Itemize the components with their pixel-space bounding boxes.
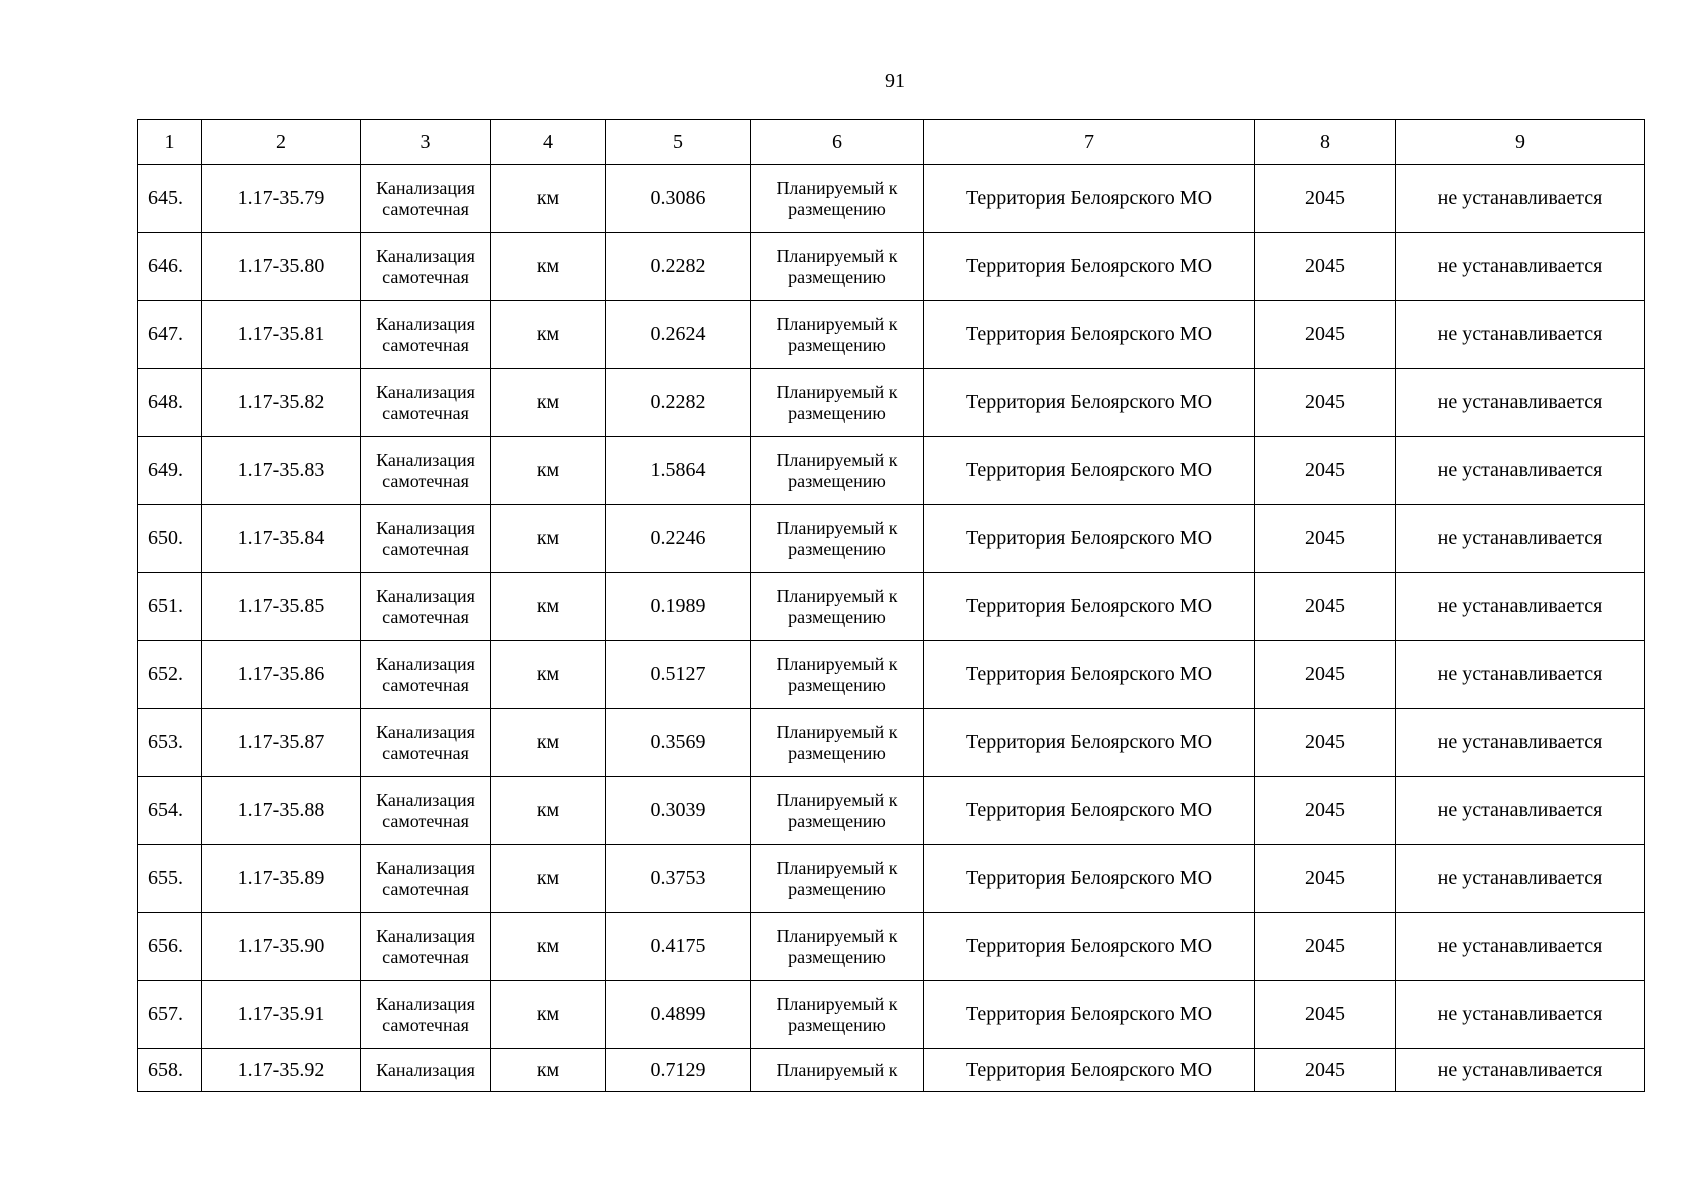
status-cell-line: Планируемый к [776, 925, 898, 946]
type-cell-line: самотечная [382, 198, 469, 219]
zone-cell: не устанавливается [1396, 301, 1645, 369]
status-cell-line: размещению [788, 470, 886, 491]
value-cell: 0.2246 [606, 505, 751, 573]
status-cell-line: размещению [788, 266, 886, 287]
code-cell: 1.17-35.92 [202, 1049, 361, 1092]
type-cell-line: Канализация [376, 1059, 475, 1080]
header-cell-5: 5 [606, 120, 751, 165]
code-cell: 1.17-35.83 [202, 437, 361, 505]
status-cell-line: Планируемый к [776, 789, 898, 810]
year-cell: 2045 [1255, 437, 1396, 505]
type-cell [361, 165, 491, 233]
unit-cell: км [491, 777, 606, 845]
value-cell: 0.7129 [606, 1049, 751, 1092]
type-cell-line: самотечная [382, 538, 469, 559]
code-cell: 1.17-35.89 [202, 845, 361, 913]
type-cell-line: Канализация [376, 789, 475, 810]
type-cell-line: Канализация [376, 857, 475, 878]
status-cell [751, 165, 924, 233]
status-cell [751, 709, 924, 777]
table-row [138, 981, 1645, 1049]
type-cell [361, 301, 491, 369]
year-cell: 2045 [1255, 777, 1396, 845]
status-cell-line: Планируемый к [776, 449, 898, 470]
status-cell-line: Планируемый к [776, 245, 898, 266]
table-row [138, 845, 1645, 913]
status-cell [751, 641, 924, 709]
table-row [138, 505, 1645, 573]
unit-cell: км [491, 1049, 606, 1092]
type-cell-line: самотечная [382, 1014, 469, 1035]
zone-cell: не устанавливается [1396, 777, 1645, 845]
table-row [138, 777, 1645, 845]
zone-cell: не устанавливается [1396, 233, 1645, 301]
status-cell-line: размещению [788, 606, 886, 627]
unit-cell: км [491, 505, 606, 573]
type-cell [361, 845, 491, 913]
status-cell-line: Планируемый к [776, 517, 898, 538]
row-number-cell: 657. [138, 981, 202, 1049]
unit-cell: км [491, 913, 606, 981]
table-row [138, 1049, 1645, 1092]
unit-cell: км [491, 301, 606, 369]
row-number-cell: 645. [138, 165, 202, 233]
table-body [138, 120, 1645, 1092]
type-cell-line: самотечная [382, 606, 469, 627]
value-cell: 0.3039 [606, 777, 751, 845]
location-cell: Территория Белоярского МО [924, 369, 1255, 437]
type-cell-line: Канализация [376, 585, 475, 606]
code-cell: 1.17-35.86 [202, 641, 361, 709]
header-cell-7: 7 [924, 120, 1255, 165]
header-cell-2: 2 [202, 120, 361, 165]
row-number-cell: 658. [138, 1049, 202, 1092]
row-number-cell: 649. [138, 437, 202, 505]
table-row [138, 165, 1645, 233]
year-cell: 2045 [1255, 709, 1396, 777]
year-cell: 2045 [1255, 165, 1396, 233]
zone-cell: не устанавливается [1396, 369, 1645, 437]
year-cell: 2045 [1255, 505, 1396, 573]
value-cell: 0.2624 [606, 301, 751, 369]
header-cell-1: 1 [138, 120, 202, 165]
zone-cell: не устанавливается [1396, 913, 1645, 981]
code-cell: 1.17-35.82 [202, 369, 361, 437]
row-number-cell: 651. [138, 573, 202, 641]
status-cell-line: Планируемый к [776, 857, 898, 878]
type-cell-line: самотечная [382, 470, 469, 491]
type-cell [361, 505, 491, 573]
type-cell-line: Канализация [376, 517, 475, 538]
value-cell: 0.3086 [606, 165, 751, 233]
type-cell [361, 777, 491, 845]
value-cell: 0.3569 [606, 709, 751, 777]
status-cell-line: размещению [788, 538, 886, 559]
year-cell: 2045 [1255, 233, 1396, 301]
code-cell: 1.17-35.90 [202, 913, 361, 981]
value-cell: 0.1989 [606, 573, 751, 641]
type-cell-line: самотечная [382, 402, 469, 423]
type-cell [361, 573, 491, 641]
table-row [138, 709, 1645, 777]
zone-cell: не устанавливается [1396, 845, 1645, 913]
table-row [138, 233, 1645, 301]
year-cell: 2045 [1255, 573, 1396, 641]
zone-cell: не устанавливается [1396, 505, 1645, 573]
zone-cell: не устанавливается [1396, 641, 1645, 709]
code-cell: 1.17-35.91 [202, 981, 361, 1049]
location-cell: Территория Белоярского МО [924, 709, 1255, 777]
type-cell-line: самотечная [382, 674, 469, 695]
code-cell: 1.17-35.81 [202, 301, 361, 369]
code-cell: 1.17-35.79 [202, 165, 361, 233]
type-cell-line: Канализация [376, 993, 475, 1014]
type-cell-line: Канализация [376, 177, 475, 198]
type-cell-line: Канализация [376, 653, 475, 674]
year-cell: 2045 [1255, 913, 1396, 981]
status-cell-line: Планируемый к [776, 585, 898, 606]
zone-cell: не устанавливается [1396, 165, 1645, 233]
unit-cell: км [491, 981, 606, 1049]
row-number-cell: 652. [138, 641, 202, 709]
header-cell-8: 8 [1255, 120, 1396, 165]
row-number-cell: 647. [138, 301, 202, 369]
code-cell: 1.17-35.85 [202, 573, 361, 641]
location-cell: Территория Белоярского МО [924, 505, 1255, 573]
location-cell: Территория Белоярского МО [924, 913, 1255, 981]
table-row [138, 301, 1645, 369]
value-cell: 0.5127 [606, 641, 751, 709]
unit-cell: км [491, 437, 606, 505]
type-cell-line: самотечная [382, 946, 469, 967]
code-cell: 1.17-35.87 [202, 709, 361, 777]
unit-cell: км [491, 573, 606, 641]
table-row [138, 913, 1645, 981]
zone-cell: не устанавливается [1396, 1049, 1645, 1092]
type-cell [361, 981, 491, 1049]
code-cell: 1.17-35.80 [202, 233, 361, 301]
type-cell [361, 369, 491, 437]
header-cell-9: 9 [1396, 120, 1645, 165]
unit-cell: км [491, 709, 606, 777]
status-cell-line: размещению [788, 810, 886, 831]
table-row [138, 369, 1645, 437]
status-cell-line: размещению [788, 742, 886, 763]
status-cell [751, 301, 924, 369]
type-cell-line: Канализация [376, 449, 475, 470]
status-cell [751, 1049, 924, 1092]
value-cell: 0.3753 [606, 845, 751, 913]
year-cell: 2045 [1255, 641, 1396, 709]
location-cell: Территория Белоярского МО [924, 165, 1255, 233]
header-cell-6: 6 [751, 120, 924, 165]
row-number-cell: 656. [138, 913, 202, 981]
year-cell: 2045 [1255, 1049, 1396, 1092]
status-cell [751, 505, 924, 573]
status-cell-line: размещению [788, 1014, 886, 1035]
zone-cell: не устанавливается [1396, 981, 1645, 1049]
row-number-cell: 655. [138, 845, 202, 913]
location-cell: Территория Белоярского МО [924, 233, 1255, 301]
status-cell-line: Планируемый к [776, 721, 898, 742]
year-cell: 2045 [1255, 369, 1396, 437]
value-cell: 1.5864 [606, 437, 751, 505]
type-cell-line: Канализация [376, 721, 475, 742]
status-cell-line: размещению [788, 402, 886, 423]
value-cell: 0.4899 [606, 981, 751, 1049]
unit-cell: км [491, 233, 606, 301]
row-number-cell: 653. [138, 709, 202, 777]
type-cell-line: Канализация [376, 381, 475, 402]
table-row [138, 437, 1645, 505]
location-cell: Территория Белоярского МО [924, 1049, 1255, 1092]
value-cell: 0.2282 [606, 233, 751, 301]
type-cell-line: самотечная [382, 878, 469, 899]
year-cell: 2045 [1255, 981, 1396, 1049]
code-cell: 1.17-35.84 [202, 505, 361, 573]
status-cell [751, 981, 924, 1049]
header-row [138, 120, 1645, 165]
unit-cell: км [491, 165, 606, 233]
registry-table [137, 119, 1645, 1092]
type-cell-line: самотечная [382, 742, 469, 763]
status-cell-line: размещению [788, 334, 886, 355]
row-number-cell: 650. [138, 505, 202, 573]
row-number-cell: 648. [138, 369, 202, 437]
code-cell: 1.17-35.88 [202, 777, 361, 845]
status-cell [751, 233, 924, 301]
status-cell-line: размещению [788, 674, 886, 695]
status-cell-line: Планируемый к [776, 653, 898, 674]
status-cell-line: Планируемый к [776, 993, 898, 1014]
header-cell-3: 3 [361, 120, 491, 165]
unit-cell: км [491, 845, 606, 913]
year-cell: 2045 [1255, 301, 1396, 369]
zone-cell: не устанавливается [1396, 437, 1645, 505]
status-cell [751, 437, 924, 505]
type-cell [361, 709, 491, 777]
location-cell: Территория Белоярского МО [924, 301, 1255, 369]
type-cell [361, 233, 491, 301]
table-row [138, 573, 1645, 641]
header-cell-4: 4 [491, 120, 606, 165]
table-row [138, 641, 1645, 709]
status-cell [751, 369, 924, 437]
type-cell-line: самотечная [382, 334, 469, 355]
status-cell-line: Планируемый к [776, 381, 898, 402]
status-cell-line: размещению [788, 878, 886, 899]
row-number-cell: 646. [138, 233, 202, 301]
type-cell-line: самотечная [382, 266, 469, 287]
zone-cell: не устанавливается [1396, 709, 1645, 777]
type-cell-line: Канализация [376, 245, 475, 266]
unit-cell: км [491, 369, 606, 437]
location-cell: Территория Белоярского МО [924, 437, 1255, 505]
status-cell-line: Планируемый к [776, 313, 898, 334]
zone-cell: не устанавливается [1396, 573, 1645, 641]
value-cell: 0.4175 [606, 913, 751, 981]
status-cell [751, 777, 924, 845]
type-cell [361, 641, 491, 709]
year-cell: 2045 [1255, 845, 1396, 913]
location-cell: Территория Белоярского МО [924, 777, 1255, 845]
type-cell [361, 1049, 491, 1092]
location-cell: Территория Белоярского МО [924, 573, 1255, 641]
status-cell [751, 845, 924, 913]
location-cell: Территория Белоярского МО [924, 845, 1255, 913]
status-cell-line: размещению [788, 946, 886, 967]
location-cell: Территория Белоярского МО [924, 981, 1255, 1049]
status-cell-line: Планируемый к [776, 177, 898, 198]
type-cell-line: Канализация [376, 925, 475, 946]
row-number-cell: 654. [138, 777, 202, 845]
type-cell [361, 437, 491, 505]
status-cell-line: Планируемый к [776, 1059, 898, 1080]
location-cell: Территория Белоярского МО [924, 641, 1255, 709]
type-cell-line: Канализация [376, 313, 475, 334]
type-cell [361, 913, 491, 981]
status-cell [751, 913, 924, 981]
page-number: 91 [885, 70, 905, 92]
type-cell-line: самотечная [382, 810, 469, 831]
status-cell-line: размещению [788, 198, 886, 219]
unit-cell: км [491, 641, 606, 709]
status-cell [751, 573, 924, 641]
value-cell: 0.2282 [606, 369, 751, 437]
